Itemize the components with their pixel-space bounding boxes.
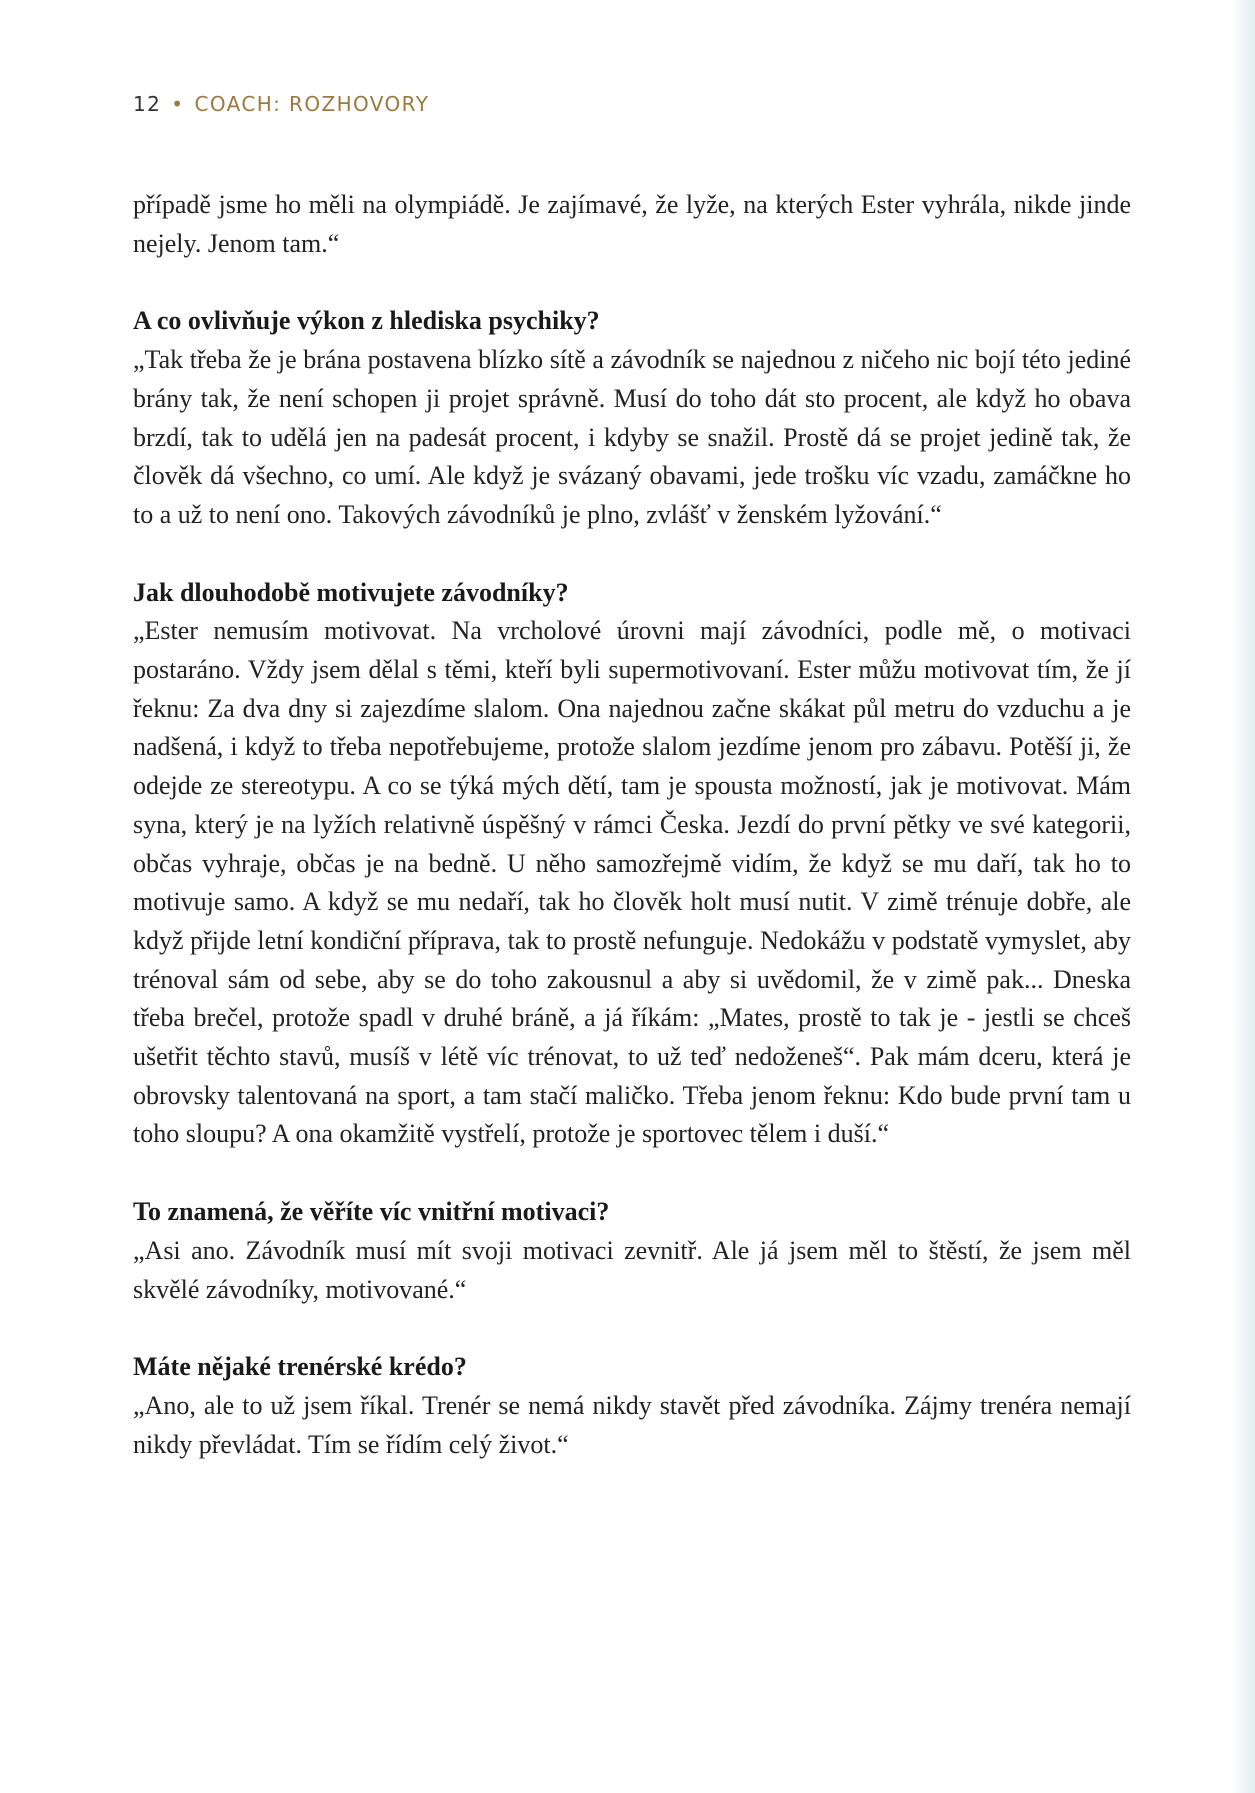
running-header xyxy=(133,92,429,116)
page-number: 12 xyxy=(133,92,162,116)
interview-answer: „Asi ano. Závodník musí mít svoji motivaci zevnitř. Ale já jsem měl to štěstí, že jsem měl skvělé závodníky, motivované.“ xyxy=(133,1235,1131,1304)
interview-answer: „Tak třeba že je brána postavena blízko sítě a závodník se najednou z ničeho nic bojí této jediné brány tak, že není schopen ji projet správně. Musí do toho dát sto procent, ale když ho obava brzdí, tak to udělá jen na padesát procent, i kdyby se snažil. Prostě dá se projet jedině tak, že člověk dá všechno, co umí. Ale když je svázaný obavami, jede trošku víc vzadu, zamáčkne ho to a už to není ono. Takových závodníků je plno, zvlášť v ženském lyžování.“ xyxy=(133,345,1131,529)
page-edge-shadow xyxy=(1231,0,1255,1793)
interview-question: A co ovlivňuje výkon z hlediska psychiky? xyxy=(133,306,600,336)
page-body xyxy=(133,186,1131,1464)
interview-question: Máte nějaké trenérské krédo? xyxy=(133,1352,467,1382)
intro-paragraph: případě jsme ho měli na olympiádě. Je zajímavé, že lyže, na kterých Ester vyhrála, nikde jinde nejely. Jenom tam.“ xyxy=(133,190,1131,258)
header-separator: • xyxy=(171,92,185,116)
interview-answer: „Ester nemusím motivovat. Na vrcholové úrovni mají závodníci, podle mě, o motivaci postaráno. Vždy jsem dělal s těmi, kteří byli supermotivovaní. Ester můžu motivovat tím, že jí řeknu: Za dva dny si zajezdíme slalom. Ona najednou začne skákat půl metru do vzduchu a je nadšená, i když to třeba nepotřebujeme, protože slalom jezdíme jenom pro zábavu. Potěší ji, že odejde ze stereotypu. A co se týká mých dětí, tam je spousta možností, jak je motivovat. Mám syna, který je na lyžích relativně úspěšný v rámci Česka. Jezdí do první pětky ve své kategorii, občas vyhraje, občas je na bedně. U něho samozřejmě vidím, že když se mu daří, tak ho to motivuje samo. A když se mu nedaří, tak ho člověk holt musí nutit. V zimě trénuje dobře, ale když přijde letní kondiční příprava, tak to prostě nefunguje. Nedokážu v podstatě vymyslet, aby trénoval sám od sebe, aby se do toho zakousnul a aby si uvědomil, že v zimě pak... Dneska třeba brečel, protože spadl v druhé bráně, a já říkám: „Mates, prostě to tak je - jestli se chceš ušetřit těchto stavů, musíš v létě víc trénovat, to už teď nedoženeš“. Pak mám dceru, která je obrovsky talentovaná na sport, a tam stačí maličko. Třeba jenom řeknu: Kdo bude první tam u toho sloupu? A ona okamžitě vystřelí, protože je sportovec tělem i duší.“ xyxy=(133,616,1131,1149)
interview-question: Jak dlouhodobě motivujete závodníky? xyxy=(133,577,569,607)
interview-question: To znamená, že věříte víc vnitřní motivaci? xyxy=(133,1197,610,1227)
running-title: COACH: ROZHOVORY xyxy=(194,92,430,116)
interview-answer: „Ano, ale to už jsem říkal. Trenér se nemá nikdy stavět před závodníka. Zájmy trenéra nemají nikdy převládat. Tím se řídím celý život.“ xyxy=(133,1390,1131,1459)
